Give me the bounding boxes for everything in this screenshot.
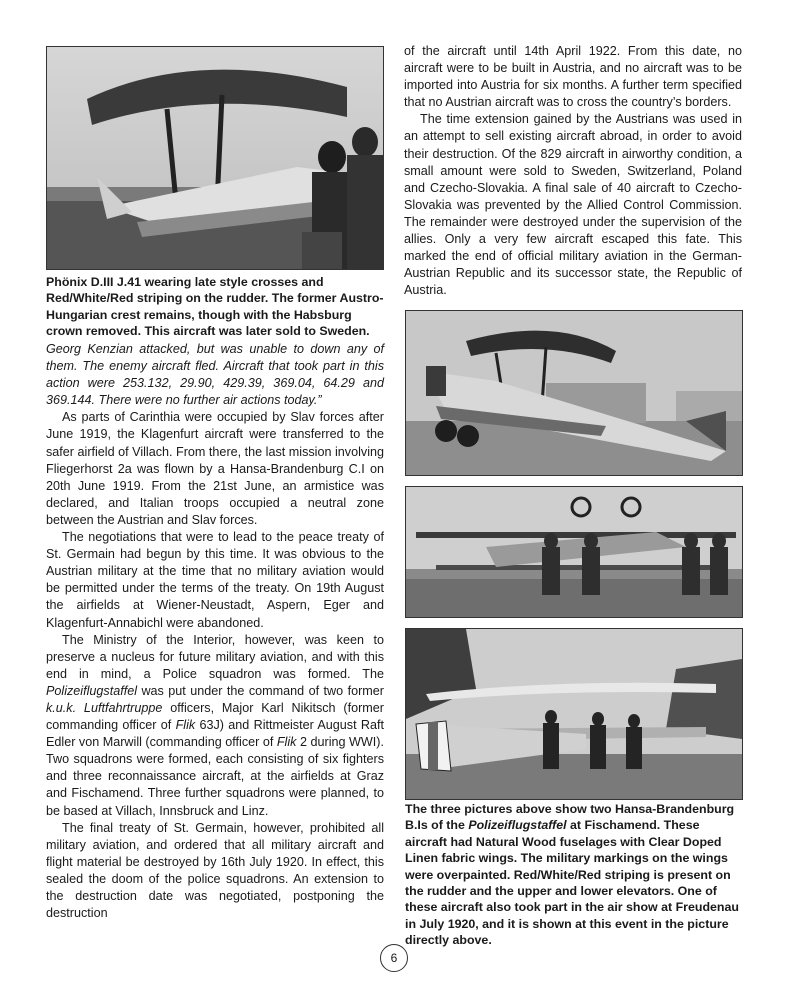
right-para-2: The time extension gained by the Austrians was used in an attempt to sell existing aircraft abroad, in order to avoid their destruction. Of the 829 aircraft in airworthy condition, a small amount were sold to Sweden, Switzerland, Poland and Czecho-Slovakia. A final sale of 40 aircraft to Czecho-Slovakia was prevented by the Allied Control Commission. The remainder were destroyed under the supervision of the allies. Only a very few aircraft escaped this fate. This marked the end of official military aviation in the German-Austrian Republic and its successor state, the Republic of Austria. <box>404 112 742 298</box>
left-column-text <box>46 341 384 922</box>
right-column-text <box>404 43 742 299</box>
photo-phonix-d3 <box>46 46 384 270</box>
left-para-2: As parts of Carinthia were occupied by Slav forces after June 1919, the Klagenfurt aircraft were transferred to the safer airfield of Villach. From there, the last mission involving Fliegerhorst 2a was flown by a Hansa-Brandenburg C.I on 20th June 1919. From the 21st June, an armistice was declared, and Italian troops occupied a neutral zone between the Austrian and Slav forces. <box>46 410 384 527</box>
left-para-3: The negotiations that were to lead to the peace treaty of St. Germain had begun by this time. It was obvious to the Austrian military at the time that no military aviation would be permitted under the terms of the treaty. On 19th August the airfields at Wiener-Neustadt, Aspern, Eger and Klagenfurt-Annabichl were abandoned. <box>46 530 384 630</box>
left-para-1: Georg Kenzian attacked, but was unable to down any of them. The enemy aircraft fled. Aircraft that took part in this action were 253.132, 29.90, 429.39, 369.04, 64.29 and 369.144. There were no further air actions today.” <box>46 342 384 408</box>
page-number: 6 <box>380 944 408 972</box>
left-para-4: The Ministry of the Interior, however, was keen to preserve a nucleus for future military aviation, and with this end in mind, a Police squadron was formed. The Polizeiflugstaffel was put under the command of two former k.u.k. Luftfahrtruppe officers, Major Karl Nikitsch (former commanding officer of Flik 63J) and Rittmeister August Raft Edler von Marwill (commanding officer of Flik 2 during WWI). Two squadrons were formed, each consisting of six fighters and three reconnaissance aircraft, at the airfields at Graz and Fischamend. Three further squadrons were planned, to be based at Villach, Innsbruck and Linz. <box>46 632 385 818</box>
right-para-1: of the aircraft until 14th April 1922. From this date, no aircraft were to be built in Austria, and no aircraft was to be imported into Austria for six months. A further term specified that no Austrian aircraft was to cross the country’s borders. <box>404 44 742 110</box>
left-para-5: The final treaty of St. Germain, however, prohibited all military aviation, and ordered that all military aircraft and flight material be destroyed by 16th July 1920. In effect, this sealed the doom of the police squadrons. An extension to the destruction date was negotiated, postponing the destruction <box>46 820 384 921</box>
photo-hansa-brandenburg-3 <box>405 628 743 800</box>
photos-caption: The three pictures above show two Hansa-Brandenburg B.Is of the Polizeiflugstaffel at Fischamend. These aircraft had Natural Wood fuselages with Clear Doped Linen fabric wings. The military markings on the wings were overpainted. Red/White/Red striping is present on the rudder and the upper and lower elevators. One of these aircraft also took part in the air show at Freudenau in July 1920, and it is shown at this event in the picture directly above. <box>405 802 739 948</box>
photo1-caption: Phönix D.III J.41 wearing late style crosses and Red/White/Red striping on the rudder. The former Austro-Hungarian crest remains, though with the Habsburg crown removed. This aircraft was later sold to Sweden. <box>46 275 384 339</box>
photo-hansa-brandenburg-1 <box>405 310 743 476</box>
photo-hansa-brandenburg-2 <box>405 486 743 618</box>
